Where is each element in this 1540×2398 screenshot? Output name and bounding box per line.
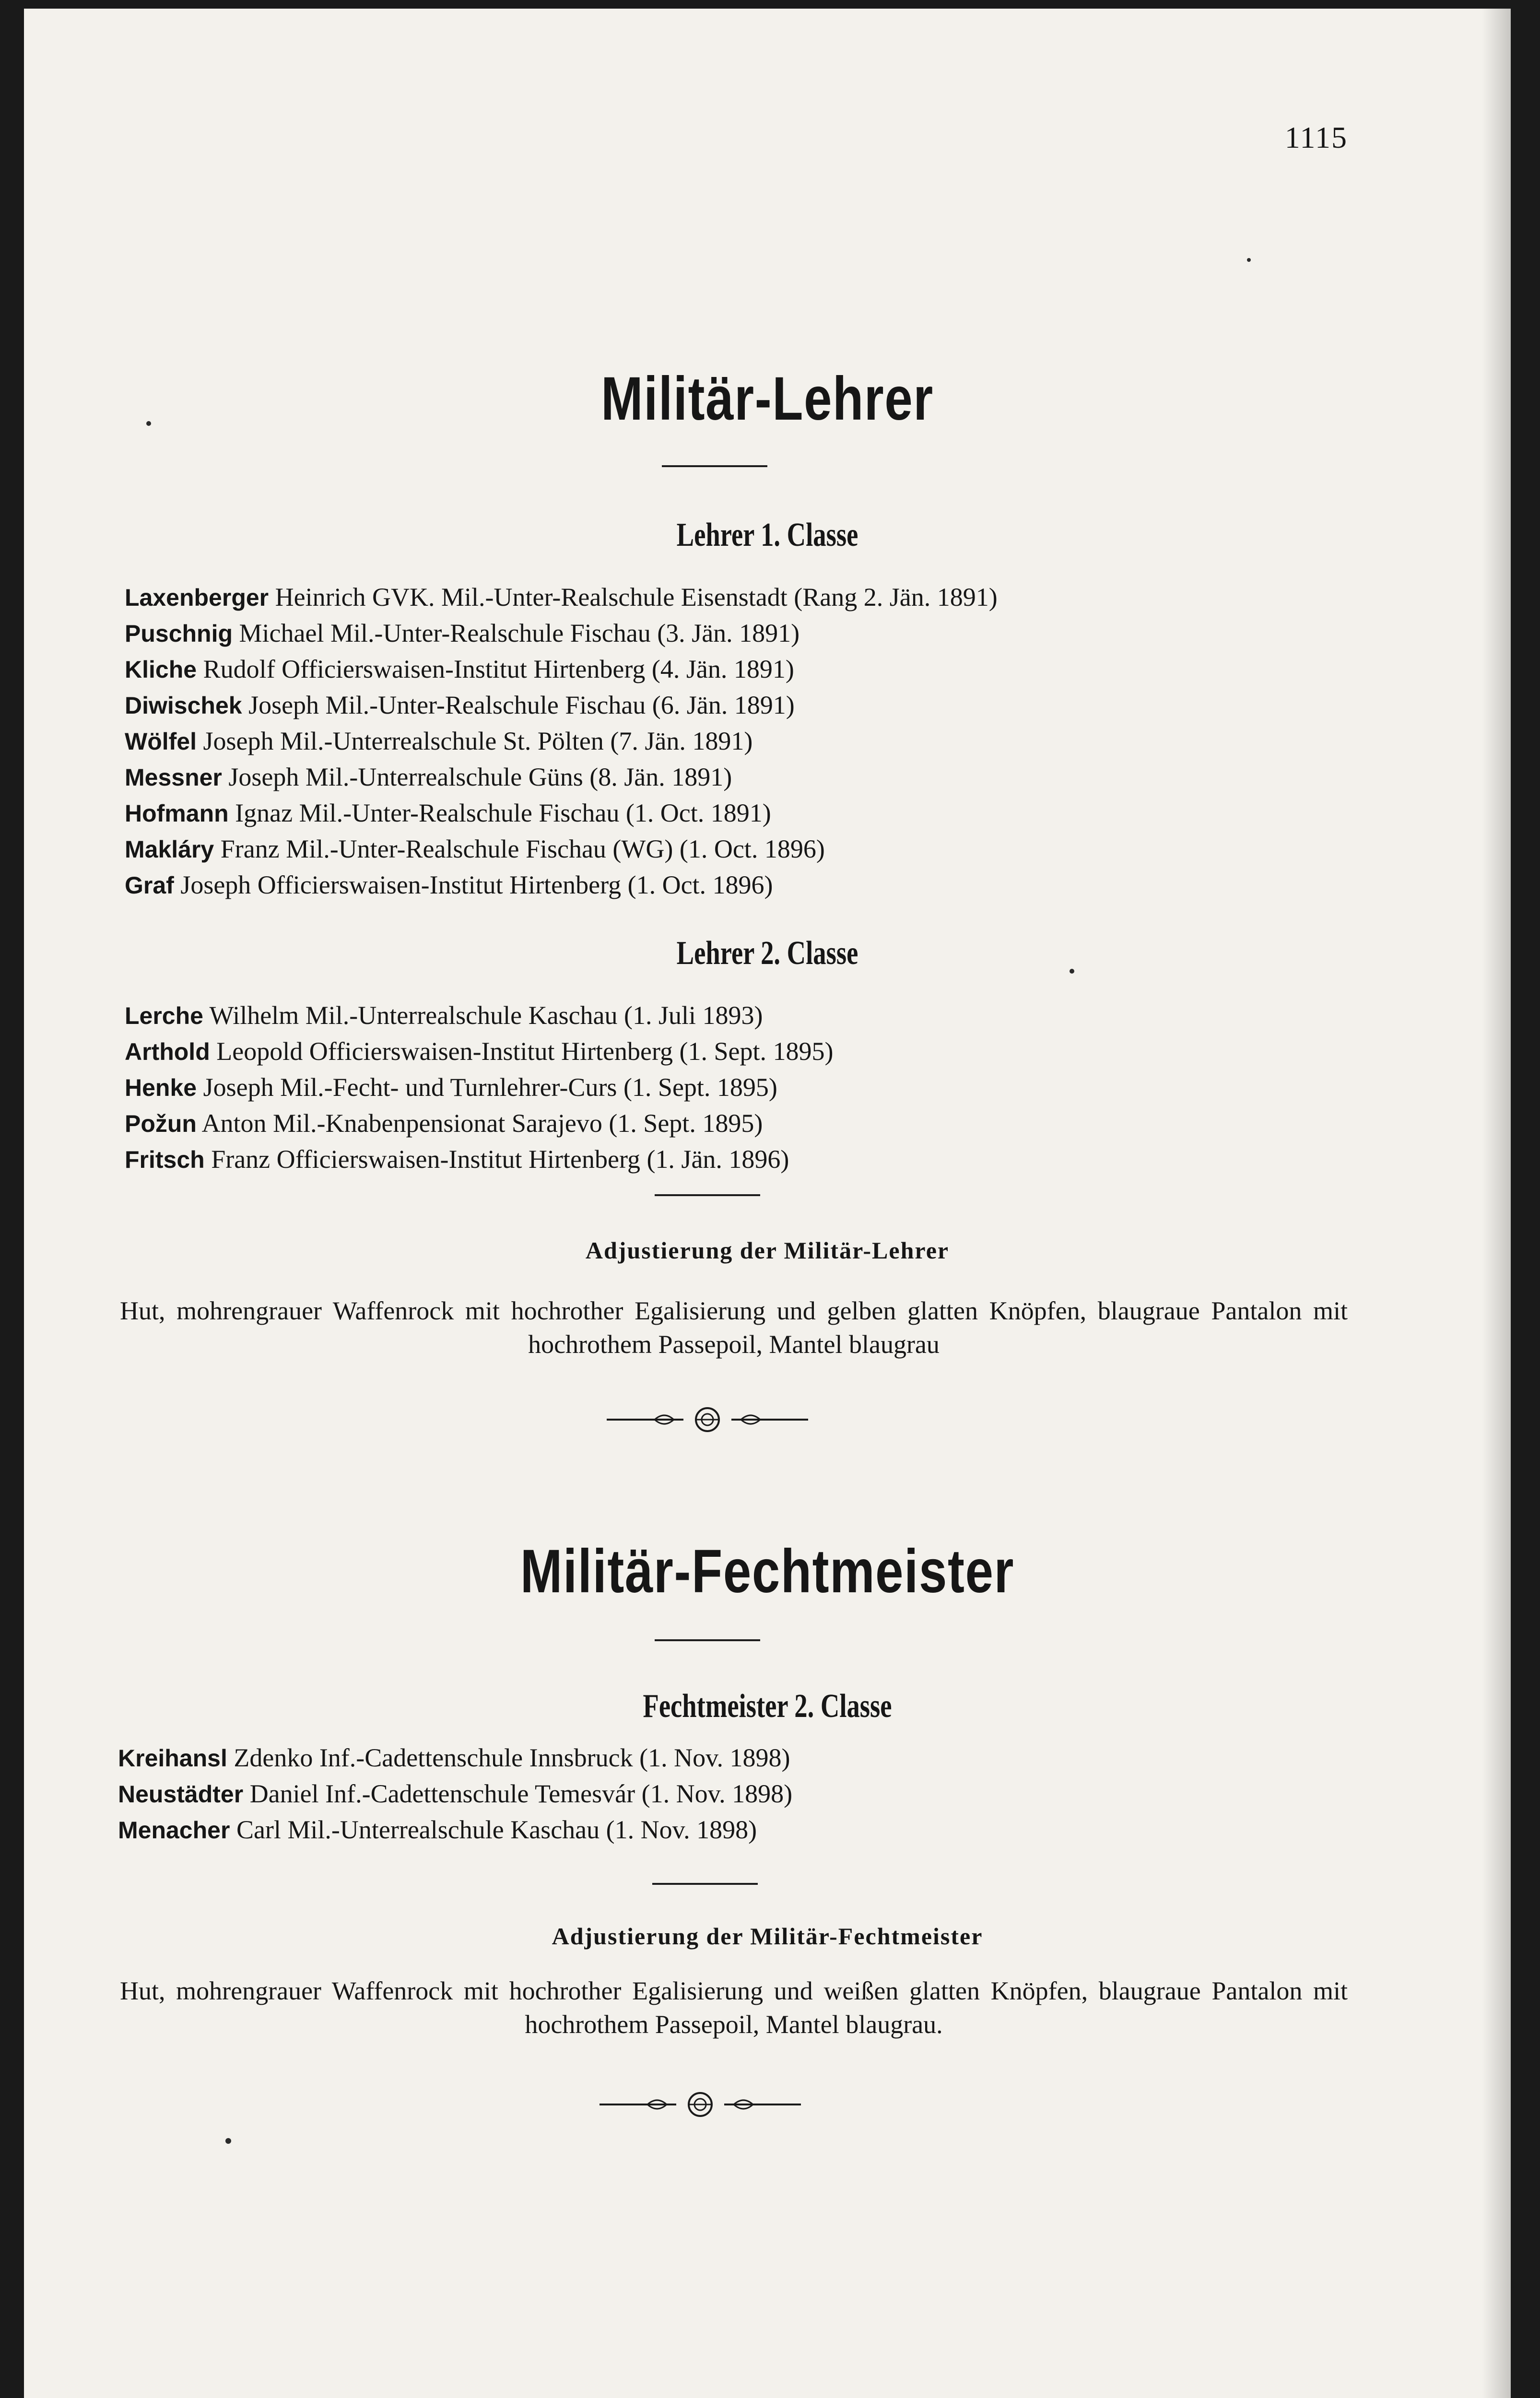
page-number: 1115 (1284, 120, 1348, 154)
entry-details: Zdenko Inf.-Cadettenschule Innsbruck (1. Nov. 1898) (234, 1743, 790, 1772)
entry-list-fechtmeister-2 (118, 1740, 792, 1848)
scan-speck (1247, 258, 1251, 262)
list-item (118, 1776, 792, 1812)
entry-surname: Lerche (125, 1002, 203, 1029)
entry-surname: Puschnig (125, 620, 233, 647)
entry-details: Joseph Mil.-Unterrealschule St. Pölten (7. Jän. 1891) (203, 727, 753, 755)
list-item (118, 1812, 792, 1848)
section-title-militaer-lehrer: Militär-Lehrer (601, 364, 934, 433)
entry-details: Daniel Inf.-Cadettenschule Temesvár (1. Nov. 1898) (249, 1779, 793, 1808)
list-item (125, 651, 998, 687)
list-item (125, 998, 833, 1034)
scan-speck (1070, 969, 1074, 974)
title-rule (655, 1639, 760, 1641)
entry-surname: Laxenberger (125, 584, 269, 611)
entry-surname: Makláry (125, 836, 214, 863)
entry-details: Wilhelm Mil.-Unterrealschule Kaschau (1. Juli 1893) (209, 1001, 763, 1030)
adjustierung-title-fechtmeister: Adjustierung der Militär-Fechtmeister (552, 1923, 983, 1950)
list-item (125, 831, 998, 867)
section-title-militaer-fechtmeister: Militär-Fechtmeister (520, 1537, 1015, 1606)
list-item (125, 1141, 833, 1177)
entry-details: Franz Mil.-Unter-Realschule Fischau (WG) (1. Oct. 1896) (220, 835, 825, 863)
class-heading-lehrer-1: Lehrer 1. Classe (676, 517, 858, 553)
page-edge-shadow (1482, 9, 1511, 2398)
entry-list-lehrer-2 (125, 998, 833, 1177)
entry-surname: Hofmann (125, 800, 229, 827)
entry-details: Joseph Mil.-Unterrealschule Güns (8. Jän. 1891) (228, 763, 732, 791)
list-item (125, 723, 998, 759)
entry-surname: Graf (125, 872, 174, 899)
list-item (125, 687, 998, 723)
entry-surname: Kliche (125, 656, 197, 683)
adjustierung-text-fechtmeister: Hut, mohrengrauer Waffenrock mit hochrother Egalisierung und weißen glatten Knöpfen, blaugraue Pantalon mit hochrothem Passepoil, Mantel blaugrau. (120, 1976, 1348, 2039)
adjustierung-text-lehrer: Hut, mohrengrauer Waffenrock mit hochrother Egalisierung und gelben glatten Knöpfen, blaugraue Pantalon mit hochrothem Passepoil, Mantel blaugrau (120, 1296, 1348, 1359)
list-item (118, 1740, 792, 1776)
class-heading-lehrer-2: Lehrer 2. Classe (676, 935, 858, 972)
entry-surname: Diwischek (125, 692, 242, 719)
list-item (125, 1034, 833, 1070)
entry-details: Ignaz Mil.-Unter-Realschule Fischau (1. Oct. 1891) (235, 799, 771, 827)
entry-details: Anton Mil.-Knabenpensionat Sarajevo (1. Sept. 1895) (201, 1109, 763, 1138)
section-rule (655, 1194, 760, 1196)
scan-speck (225, 2138, 231, 2144)
entry-details: Joseph Officierswaisen-Institut Hirtenberg (1. Oct. 1896) (180, 870, 773, 899)
entry-details: Joseph Mil.-Fecht- und Turnlehrer-Curs (1. Sept. 1895) (203, 1073, 777, 1102)
page (24, 9, 1511, 2398)
title-rule (662, 465, 767, 467)
entry-details: Franz Officierswaisen-Institut Hirtenberg (1. Jän. 1896) (211, 1145, 789, 1174)
entry-surname: Neustädter (118, 1781, 244, 1808)
list-item (125, 795, 998, 831)
entry-surname: Fritsch (125, 1146, 205, 1173)
entry-surname: Menacher (118, 1817, 230, 1844)
entry-surname: Požun (125, 1110, 197, 1137)
list-item (125, 1105, 833, 1141)
list-item (125, 1070, 833, 1105)
entry-details: Carl Mil.-Unterrealschule Kaschau (1. Nov. 1898) (236, 1815, 757, 1844)
list-item (125, 759, 998, 795)
list-item (125, 579, 998, 615)
entry-surname: Wölfel (125, 728, 197, 755)
section-rule (652, 1883, 758, 1885)
entry-surname: Arthold (125, 1038, 210, 1065)
entry-details: Rudolf Officierswaisen-Institut Hirtenberg (4. Jän. 1891) (203, 655, 794, 683)
entry-details: Joseph Mil.-Unter-Realschule Fischau (6. Jän. 1891) (248, 691, 795, 719)
entry-details: Leopold Officierswaisen-Institut Hirtenberg (1. Sept. 1895) (216, 1037, 834, 1066)
list-item (125, 615, 998, 651)
entry-details: Heinrich GVK. Mil.-Unter-Realschule Eisenstadt (Rang 2. Jän. 1891) (275, 583, 998, 611)
class-heading-fechtmeister-2: Fechtmeister 2. Classe (643, 1688, 892, 1725)
entry-details: Michael Mil.-Unter-Realschule Fischau (3. Jän. 1891) (239, 619, 800, 647)
list-item (125, 867, 998, 903)
entry-surname: Kreihansl (118, 1745, 227, 1772)
ornament-divider-icon (607, 1405, 808, 1434)
entry-surname: Messner (125, 764, 222, 791)
entry-surname: Henke (125, 1074, 197, 1101)
adjustierung-title-lehrer: Adjustierung der Militär-Lehrer (585, 1237, 950, 1264)
ornament-divider-icon (600, 2090, 801, 2119)
scan-speck (146, 421, 151, 426)
entry-list-lehrer-1 (125, 579, 998, 903)
